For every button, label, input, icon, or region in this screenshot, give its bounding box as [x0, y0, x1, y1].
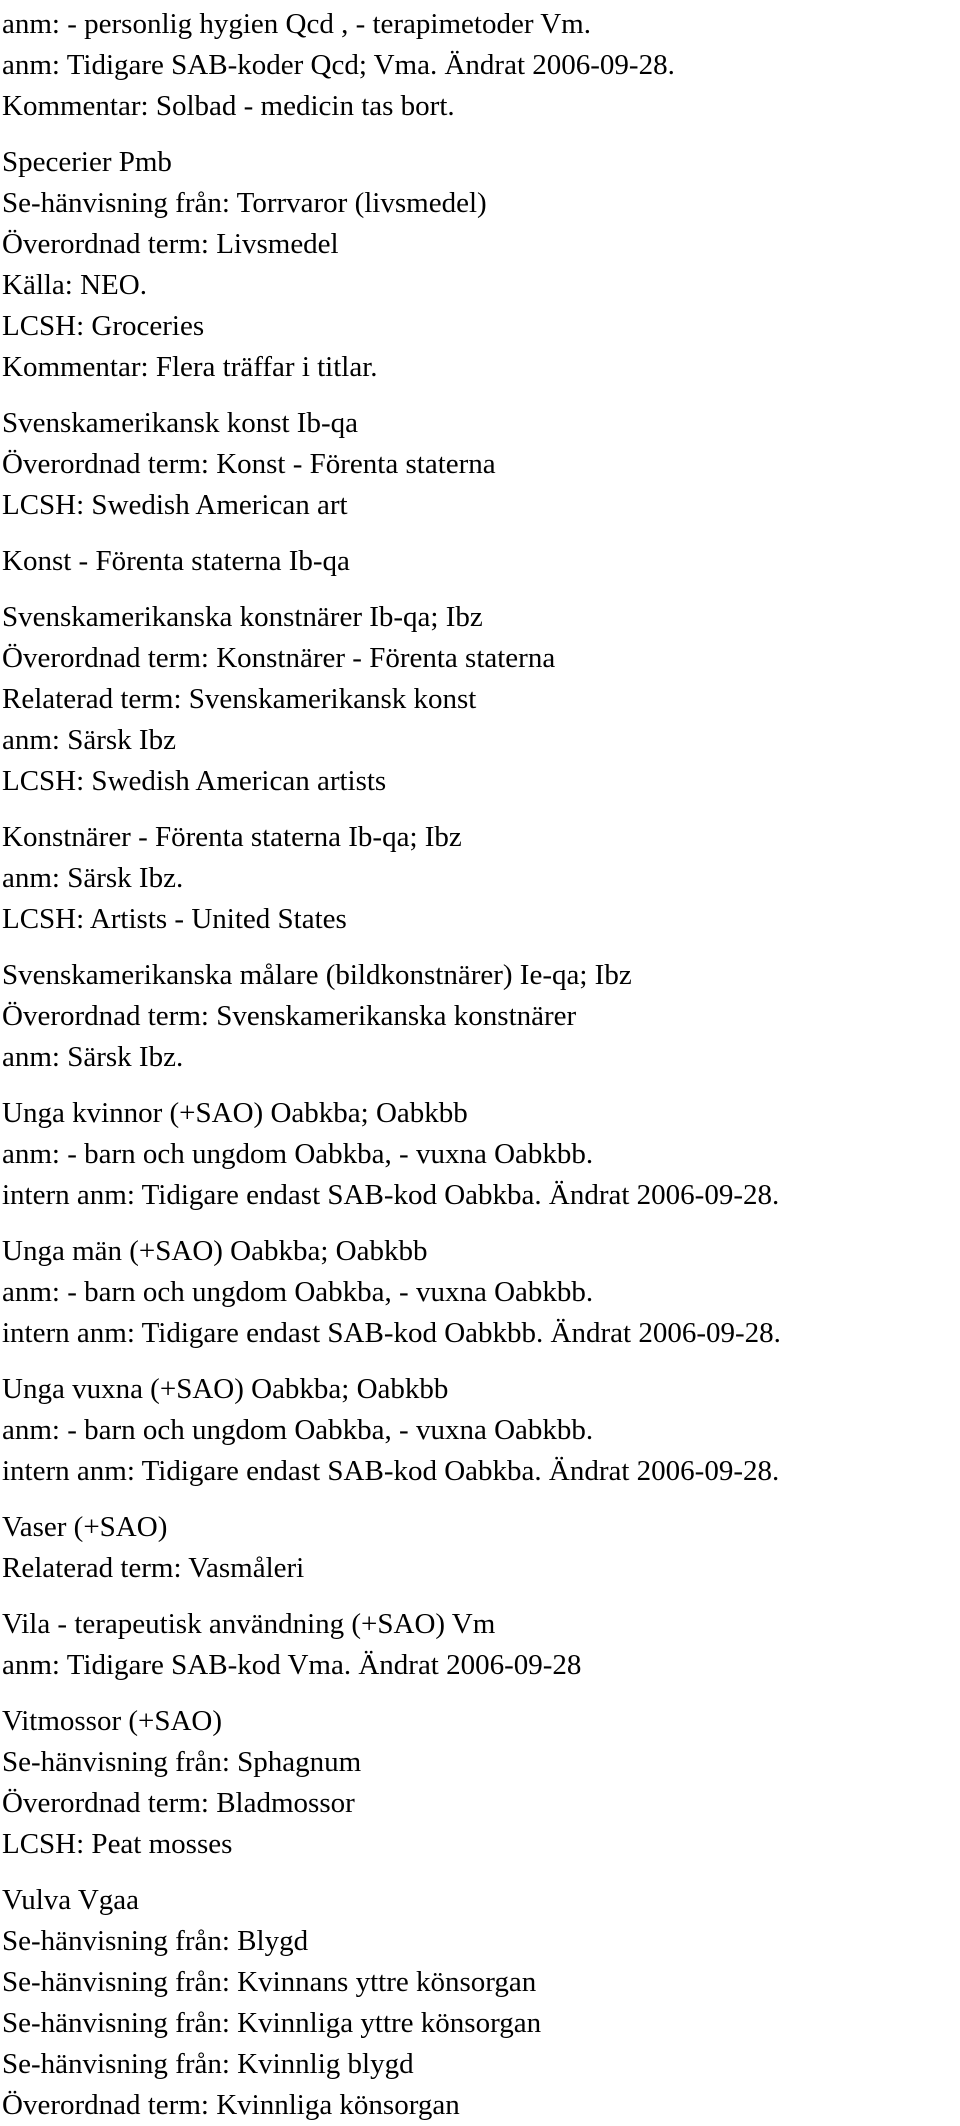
note-line: anm: Tidigare SAB-koder Qcd; Vma. Ändrat 2006-09-28. — [2, 49, 675, 81]
entry-heading: Vila - terapeutisk användning (+SAO) Vm — [2, 1608, 496, 1640]
entry-konst-forenta-staterna — [2, 541, 960, 582]
entry-heading: Vulva Vgaa — [2, 1884, 140, 1916]
entry-konstnarer-forenta-staterna — [2, 817, 960, 940]
broader-term: Överordnad term: Svenskamerikanska konstnärer — [2, 1000, 577, 1032]
lcsh-line: LCSH: Swedish American artists — [2, 765, 387, 797]
see-reference: Se-hänvisning från: Blygd — [2, 1925, 309, 1957]
broader-term: Överordnad term: Livsmedel — [2, 228, 339, 260]
internal-note-line: intern anm: Tidigare endast SAB-kod Oabkba. Ändrat 2006-09-28. — [2, 1455, 780, 1487]
entry-heading: Unga vuxna (+SAO) Oabkba; Oabkbb — [2, 1373, 449, 1405]
entry-heading: Konst - Förenta staterna Ib-qa — [2, 545, 350, 577]
lcsh-line: LCSH: Groceries — [2, 310, 205, 342]
comment-line: Kommentar: Flera träffar i titlar. — [2, 351, 378, 383]
entry-heading: Vaser (+SAO) — [2, 1511, 168, 1543]
entry-svenskamerikanska-konstnarer — [2, 597, 960, 802]
entry-unga-kvinnor — [2, 1093, 960, 1216]
entry-vaser — [2, 1507, 960, 1589]
entry-heading: Unga män (+SAO) Oabkba; Oabkbb — [2, 1235, 428, 1267]
note-line: anm: Särsk Ibz. — [2, 862, 184, 894]
entry-heading: Vitmossor (+SAO) — [2, 1705, 223, 1737]
note-line: anm: Särsk Ibz — [2, 724, 176, 756]
note-line: anm: Tidigare SAB-kod Vma. Ändrat 2006-09-28 — [2, 1649, 582, 1681]
entry-vila — [2, 1604, 960, 1686]
note-line: anm: - personlig hygien Qcd , - terapimetoder Vm. — [2, 8, 591, 40]
note-line: anm: Särsk Ibz. — [2, 1041, 184, 1073]
note-line: anm: - barn och ungdom Oabkba, - vuxna Oabkbb. — [2, 1414, 594, 1446]
broader-term: Överordnad term: Kvinnliga könsorgan — [2, 2089, 460, 2121]
entry-vitmossor — [2, 1701, 960, 1865]
internal-note-line: intern anm: Tidigare endast SAB-kod Oabkba. Ändrat 2006-09-28. — [2, 1179, 780, 1211]
entry-vulva — [2, 1880, 960, 2126]
broader-term: Överordnad term: Konst - Förenta staterna — [2, 448, 496, 480]
lcsh-line: LCSH: Swedish American art — [2, 489, 348, 521]
see-reference: Se-hänvisning från: Sphagnum — [2, 1746, 362, 1778]
entry-heading: Unga kvinnor (+SAO) Oabkba; Oabkbb — [2, 1097, 468, 1129]
see-reference: Se-hänvisning från: Kvinnliga yttre könsorgan — [2, 2007, 542, 2039]
see-reference: Se-hänvisning från: Kvinnlig blygd — [2, 2048, 414, 2080]
entry-unga-vuxna — [2, 1369, 960, 1492]
entry-heading: Svenskamerikansk konst Ib-qa — [2, 407, 358, 439]
entry-svenskamerikanska-malare — [2, 955, 960, 1078]
broader-term: Överordnad term: Bladmossor — [2, 1787, 355, 1819]
see-reference: Se-hänvisning från: Kvinnans yttre könsorgan — [2, 1966, 537, 1998]
entry-solbad-continuation — [2, 4, 960, 127]
see-reference: Se-hänvisning från: Torrvaror (livsmedel) — [2, 187, 487, 219]
entry-heading: Specerier Pmb — [2, 146, 172, 178]
related-term: Relaterad term: Svenskamerikansk konst — [2, 683, 477, 715]
source-line: Källa: NEO. — [2, 269, 147, 301]
internal-note-line: intern anm: Tidigare endast SAB-kod Oabkbb. Ändrat 2006-09-28. — [2, 1317, 781, 1349]
entry-specerier — [2, 142, 960, 388]
entry-heading: Svenskamerikanska målare (bildkonstnärer) Ie-qa; Ibz — [2, 959, 632, 991]
entry-svenskamerikansk-konst — [2, 403, 960, 526]
comment-line: Kommentar: Solbad - medicin tas bort. — [2, 90, 455, 122]
related-term: Relaterad term: Vasmåleri — [2, 1552, 305, 1584]
lcsh-line: LCSH: Artists - United States — [2, 903, 347, 935]
note-line: anm: - barn och ungdom Oabkba, - vuxna Oabkbb. — [2, 1138, 594, 1170]
entry-unga-man — [2, 1231, 960, 1354]
entry-heading: Konstnärer - Förenta staterna Ib-qa; Ibz — [2, 821, 462, 853]
entry-heading: Svenskamerikanska konstnärer Ib-qa; Ibz — [2, 601, 483, 633]
lcsh-line: LCSH: Peat mosses — [2, 1828, 233, 1860]
note-line: anm: - barn och ungdom Oabkba, - vuxna Oabkbb. — [2, 1276, 594, 1308]
broader-term: Överordnad term: Konstnärer - Förenta staterna — [2, 642, 556, 674]
